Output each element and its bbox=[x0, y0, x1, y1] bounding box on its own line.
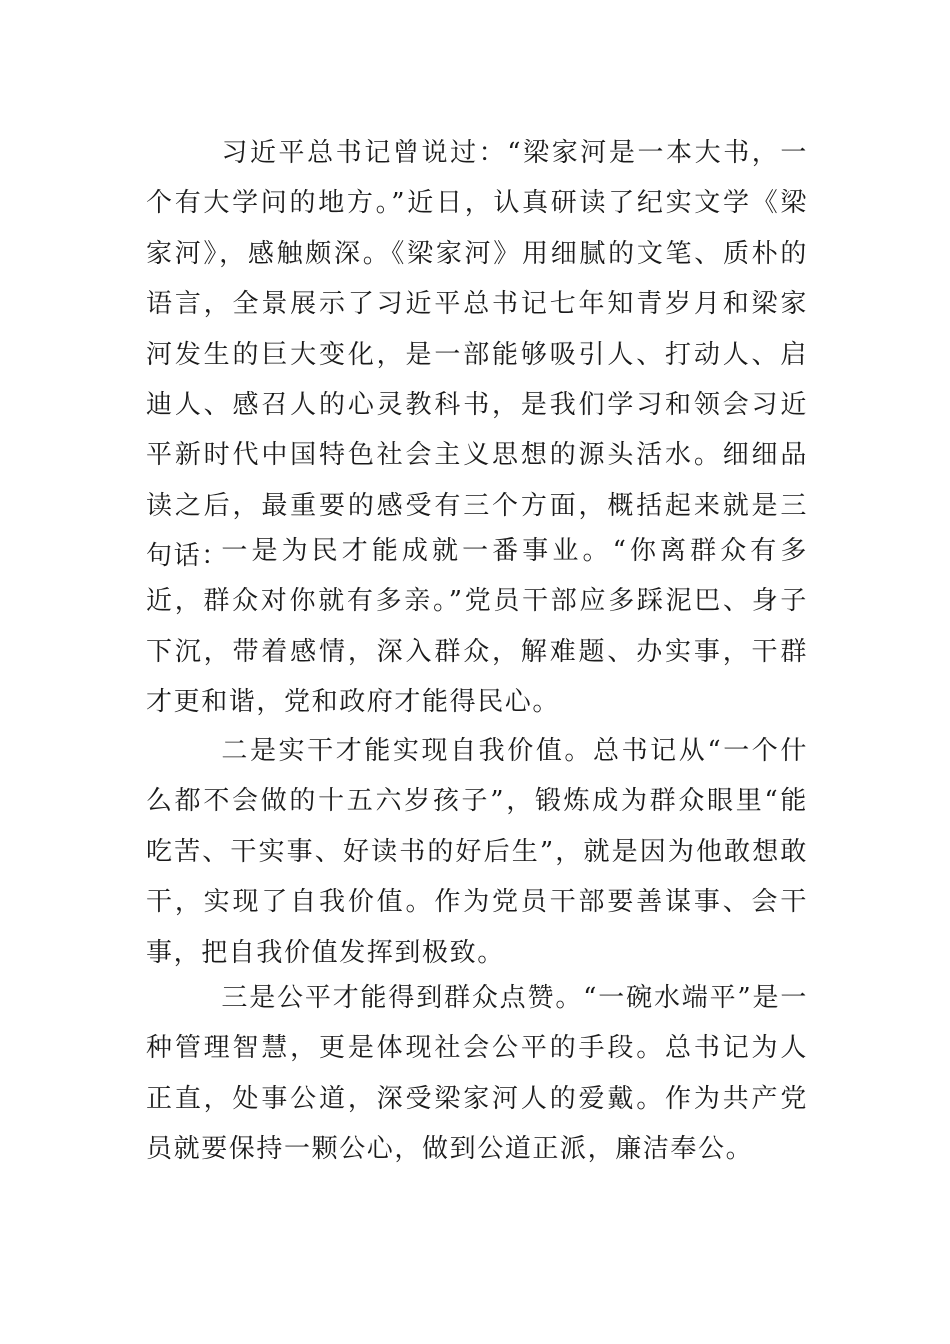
paragraph-point-three: 三是公平才能得到群众点赞。“一碗水端平”是一种管理智慧，更是体现社会公平的手段。总书记为人正直，处事公道，深受梁家河人的爱戴。作为共产党员就要保持一颗公心，做到公道正派，廉洁奉公。 bbox=[146, 983, 808, 1165]
paragraph-point-two: 二是实干才能实现自我价值。总书记从“一个什么都不会做的十五六岁孩子”，锻炼成为群众眼里“能吃苦、干实事、好读书的好后生”，就是因为他敢想敢干，实现了自我价值。作为党员干部要善谋事、会干事，把自我价值发挥到极致。 bbox=[146, 736, 808, 968]
point-two-paragraph-block bbox=[146, 726, 808, 978]
paragraph-intro: 习近平总书记曾说过：“梁家河是一本大书，一个有大学问的地方。”近日，认真研读了纪实文学《梁家河》，感触颇深。《梁家河》用细腻的文笔、质朴的语言，全景展示了习近平总书记七年知青岁月和梁家河发生的巨大变化，是一部能够吸引人、打动人、启迪人、感召人的心灵教科书，是我们学习和领会习近平新时代中国特色社会主义思想的源头活水。细细品读之后，最重要的感受有三个方面，概括起来就是三句话： bbox=[146, 138, 808, 572]
paragraph-point-one: 一是为民才能成就一番事业。“你离群众有多近，群众对你就有多亲。”党员干部应多踩泥巴、身子下沉，带着感情，深入群众，解难题、办实事，干群才更和谐，党和政府才能得民心。 bbox=[146, 536, 808, 718]
point-one-paragraph-block bbox=[146, 526, 808, 728]
point-three-paragraph-block bbox=[146, 973, 808, 1175]
intro-paragraph-block bbox=[146, 128, 808, 582]
